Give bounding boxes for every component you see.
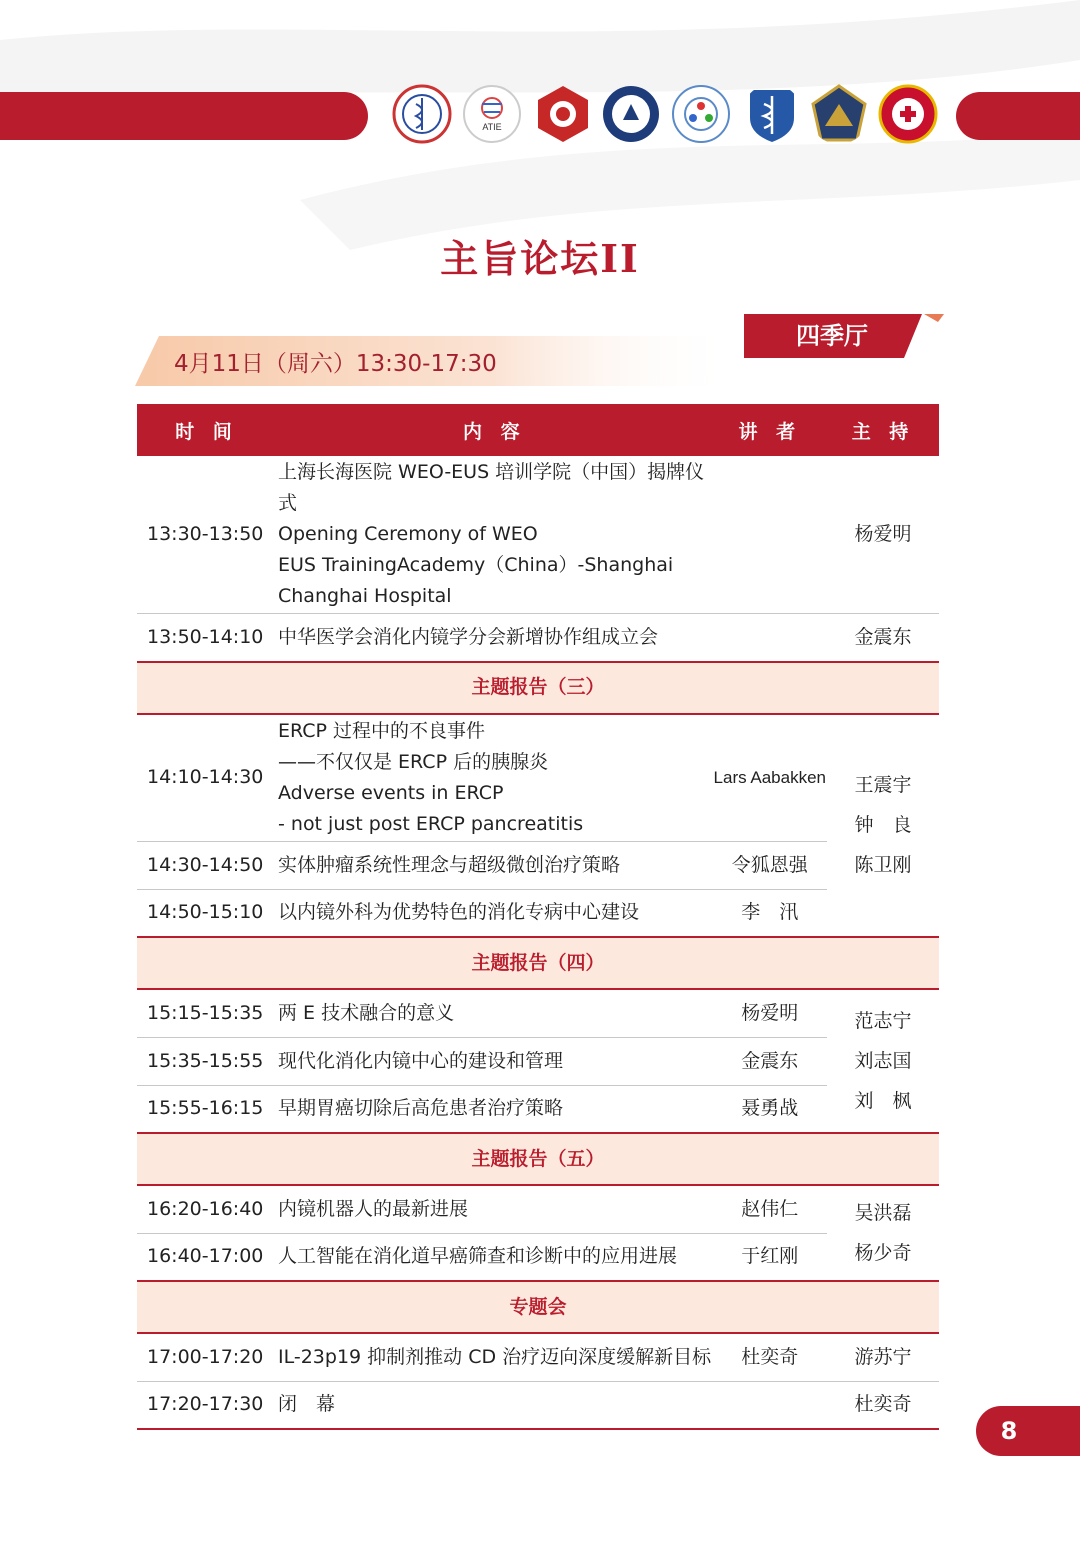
logo-5-icon <box>671 84 731 144</box>
host-name: 刘志国 <box>854 1050 912 1072</box>
table-row <box>137 989 939 1037</box>
content-line: 上海长海医院 WEO-EUS 培训学院（中国）揭牌仪式 <box>278 461 705 514</box>
table-row <box>137 614 939 662</box>
row-time: 16:20-16:40 <box>137 1185 276 1233</box>
row-content: 现代化消化内镜中心的建设和管理 <box>276 1037 713 1085</box>
header-speaker: 讲 者 <box>713 404 827 456</box>
row-time: 14:10-14:30 <box>137 714 276 842</box>
section-row <box>137 1281 939 1333</box>
schedule-table <box>137 404 939 1430</box>
header-bar-right <box>956 92 1080 140</box>
host-name: 钟 良 <box>854 814 912 837</box>
table-header <box>137 404 939 456</box>
row-content: 闭 幕 <box>276 1381 713 1429</box>
content-line: - not just post ERCP pancreatitis <box>278 812 584 835</box>
table-row <box>137 456 939 614</box>
row-speaker <box>713 1381 827 1429</box>
row-content: 人工智能在消化道早癌筛查和诊断中的应用进展 <box>276 1233 713 1281</box>
table-row <box>137 1233 939 1281</box>
table-row <box>137 714 939 842</box>
header-content: 内 容 <box>276 404 713 456</box>
row-time: 14:50-15:10 <box>137 889 276 937</box>
content-line: ——不仅仅是 ERCP 后的胰腺炎 <box>278 750 549 773</box>
section-title: 主题报告（五） <box>137 1133 939 1185</box>
host-name: 杨少奇 <box>854 1242 912 1264</box>
row-speaker: 赵伟仁 <box>713 1185 827 1233</box>
row-content: 早期胃癌切除后高危患者治疗策略 <box>276 1085 713 1133</box>
row-time: 13:50-14:10 <box>137 614 276 662</box>
row-speaker <box>713 614 827 662</box>
content-line: ERCP 过程中的不良事件 <box>278 719 486 742</box>
row-host: 游苏宁 <box>827 1333 939 1381</box>
host-name: 王震宇 <box>854 774 912 797</box>
row-time: 15:15-15:35 <box>137 989 276 1037</box>
section-row <box>137 662 939 714</box>
row-speaker: 聂勇战 <box>713 1085 827 1133</box>
table-row <box>137 1185 939 1233</box>
row-time: 17:00-17:20 <box>137 1333 276 1381</box>
host-name: 吴洪磊 <box>854 1202 912 1224</box>
header-host: 主 持 <box>827 404 939 456</box>
host-name: 陈卫刚 <box>854 854 912 877</box>
page-title: 主旨论坛II <box>440 236 640 281</box>
row-speaker: 杨爱明 <box>713 989 827 1037</box>
row-content: 中华医学会消化内镜学分会新增协作组成立会 <box>276 614 713 662</box>
section-title: 专题会 <box>137 1281 939 1333</box>
row-time: 15:35-15:55 <box>137 1037 276 1085</box>
row-speaker <box>713 456 827 614</box>
row-time: 15:55-16:15 <box>137 1085 276 1133</box>
content-line: Opening Ceremony of WEO <box>278 523 538 545</box>
row-content <box>276 714 713 842</box>
row-content <box>276 456 713 614</box>
table-row <box>137 1037 939 1085</box>
logo-6-icon <box>742 84 802 144</box>
row-speaker: 于红刚 <box>713 1233 827 1281</box>
row-time: 17:20-17:30 <box>137 1381 276 1429</box>
table-row <box>137 1381 939 1429</box>
section-row <box>137 937 939 989</box>
row-time: 16:40-17:00 <box>137 1233 276 1281</box>
logo-1-icon <box>392 84 452 144</box>
host-name: 范志宁 <box>854 1010 912 1032</box>
row-speaker: 杜奕奇 <box>713 1333 827 1381</box>
logo-3-icon <box>533 84 593 144</box>
content-line: Adverse events in ERCP <box>278 781 504 804</box>
row-host: 金震东 <box>827 614 939 662</box>
host-name: 刘 枫 <box>854 1090 912 1112</box>
row-host-group <box>827 714 939 938</box>
table-row <box>137 841 939 889</box>
table-row <box>137 889 939 937</box>
row-content: IL-23p19 抑制剂推动 CD 治疗迈向深度缓解新目标 <box>276 1333 713 1381</box>
row-host-group <box>827 1185 939 1281</box>
atie-logo-icon <box>462 84 522 144</box>
row-host: 杜奕奇 <box>827 1381 939 1429</box>
row-content: 以内镜外科为优势特色的消化专病中心建设 <box>276 889 713 937</box>
page-number: 8 <box>1000 1417 1018 1445</box>
section-title: 主题报告（三） <box>137 662 939 714</box>
row-time: 13:30-13:50 <box>137 456 276 614</box>
row-host-group <box>827 989 939 1133</box>
row-content: 两 E 技术融合的意义 <box>276 989 713 1037</box>
hall-name: 四季厅 <box>796 322 868 350</box>
content-line: EUS TrainingAcademy（China）-Shanghai Changhai Hospital <box>278 554 674 607</box>
row-host: 杨爱明 <box>827 456 939 614</box>
row-speaker: 李 汛 <box>713 889 827 937</box>
logo-4-icon <box>601 84 661 144</box>
partner-logos <box>392 84 940 148</box>
row-speaker: 令狐恩强 <box>713 841 827 889</box>
session-date-time: 4月11日（周六）13:30-17:30 <box>174 351 497 377</box>
logo-7-icon <box>809 84 869 144</box>
table-row <box>137 1333 939 1381</box>
section-title: 主题报告（四） <box>137 937 939 989</box>
row-content: 实体肿瘤系统性理念与超级微创治疗策略 <box>276 841 713 889</box>
row-content: 内镜机器人的最新进展 <box>276 1185 713 1233</box>
atie-logo-text: ATIE <box>482 122 502 132</box>
section-row <box>137 1133 939 1185</box>
header-time: 时 间 <box>137 404 276 456</box>
row-speaker: Lars Aabakken <box>713 714 827 842</box>
logo-8-icon <box>878 84 938 144</box>
row-time: 14:30-14:50 <box>137 841 276 889</box>
table-row <box>137 1085 939 1133</box>
row-speaker: 金震东 <box>713 1037 827 1085</box>
header-bar-left <box>0 92 368 140</box>
